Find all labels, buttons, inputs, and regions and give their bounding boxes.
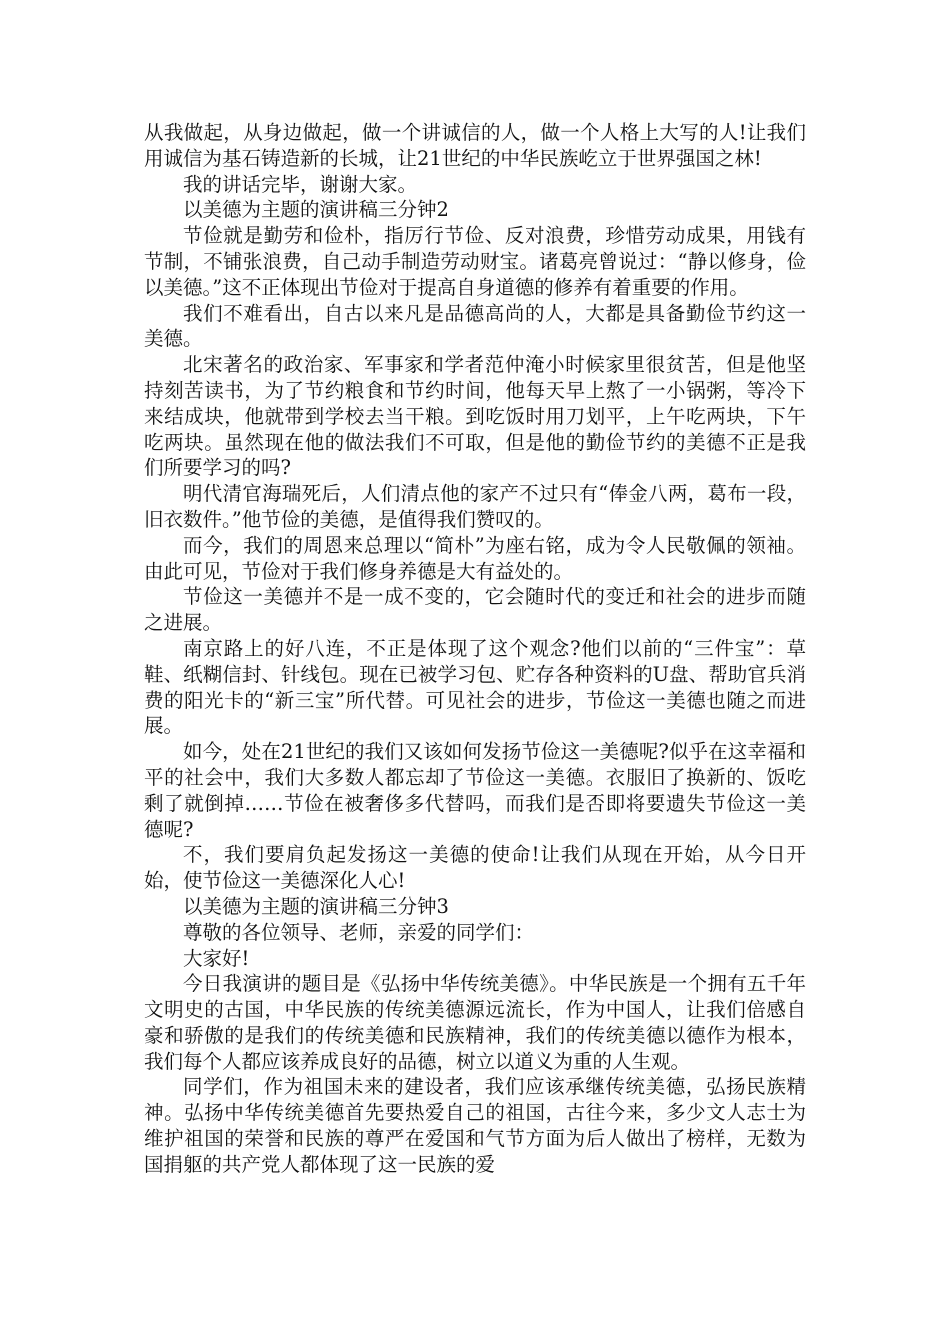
paragraph: 如今，处在21世纪的我们又该如何发扬节俭这一美德呢?似乎在这幸福和平的社会中，我们大多数人都忘却了节俭这一美德。衣服旧了换新的、饭吃剩了就倒掉……节俭在被奢侈多代替吗，而我们是否即将要遗失节俭这一美德呢?	[144, 740, 806, 841]
paragraph: 北宋著名的政治家、军事家和学者范仲淹小时候家里很贫苦，但是他坚持刻苦读书，为了节约粮食和节约时间，他每天早上熬了一小锅粥，等冷下来结成块，他就带到学校去当干粮。到吃饭时用刀划平，上午吃两块，下午吃两块。虽然现在他的做法我们不可取，但是他的勤俭节约的美德不正是我们所要学习的吗?	[144, 353, 806, 480]
paragraph: 明代清官海瑞死后，人们清点他的家产不过只有“俸金八两，葛布一段，旧衣数件。”他节俭的美德，是值得我们赞叹的。	[144, 482, 806, 531]
paragraph: 节俭这一美德并不是一成不变的，它会随时代的变迁和社会的进步而随之进展。	[144, 585, 806, 635]
section-heading: 以美德为主题的演讲稿三分钟2	[183, 198, 449, 222]
paragraph: 节俭就是勤劳和俭朴，指厉行节俭、反对浪费，珍惜劳动成果，用钱有节制，不铺张浪费，自己动手制造劳动财宝。诸葛亮曾说过：“静以修身，俭以美德。”这不正体现出节俭对于提高自身道德的修养有着重要的作用。	[144, 224, 806, 299]
paragraph: 今日我演讲的题目是《弘扬中华传统美德》。中华民族是一个拥有五千年文明史的古国，中华民族的传统美德源远流长，作为中国人，让我们倍感自豪和骄傲的是我们的传统美德和民族精神，我们的传统美德以德作为根本，我们每个人都应该养成良好的品德，树立以道义为重的人生观。	[144, 972, 806, 1073]
paragraph: 我的讲话完毕，谢谢大家。	[183, 172, 418, 196]
paragraph: 同学们，作为祖国未来的建设者，我们应该承继传统美德，弘扬民族精神。弘扬中华传统美德首先要热爱自己的祖国，古往今来，多少文人志士为维护祖国的荣誉和民族的尊严在爱国和气节方面为后人做出了榜样，无数为国捐躯的共产党人都体现了这一民族的爱	[144, 1075, 806, 1176]
paragraph: 南京路上的好八连，不正是体现了这个观念?他们以前的“三件宝”：草鞋、纸糊信封、针线包。现在已被学习包、贮存各种资料的U盘、帮助官兵消费的阳光卡的“新三宝”所代替。可见社会的进步，节俭这一美德也随之而进展。	[144, 636, 806, 738]
salutation: 尊敬的各位领导、老师，亲爱的同学们：	[183, 920, 535, 944]
document-page	[144, 120, 806, 1178]
paragraph: 而今，我们的周恩来总理以“简朴”为座右铭，成为令人民敬佩的领袖。由此可见，节俭对于我们修身养德是大有益处的。	[144, 533, 806, 583]
section-heading: 以美德为主题的演讲稿三分钟3	[183, 894, 449, 918]
greeting: 大家好!	[183, 946, 250, 970]
paragraph: 我们不难看出，自古以来凡是品德高尚的人，大都是具备勤俭节约这一美德。	[144, 301, 806, 351]
paragraph: 不，我们要肩负起发扬这一美德的使命!让我们从现在开始，从今日开始，使节俭这一美德深化人心!	[144, 843, 806, 893]
paragraph: 从我做起，从身边做起，做一个讲诚信的人，做一个人格上大写的人!让我们用诚信为基石铸造新的长城，让21世纪的中华民族屹立于世界强国之林!	[144, 121, 806, 170]
